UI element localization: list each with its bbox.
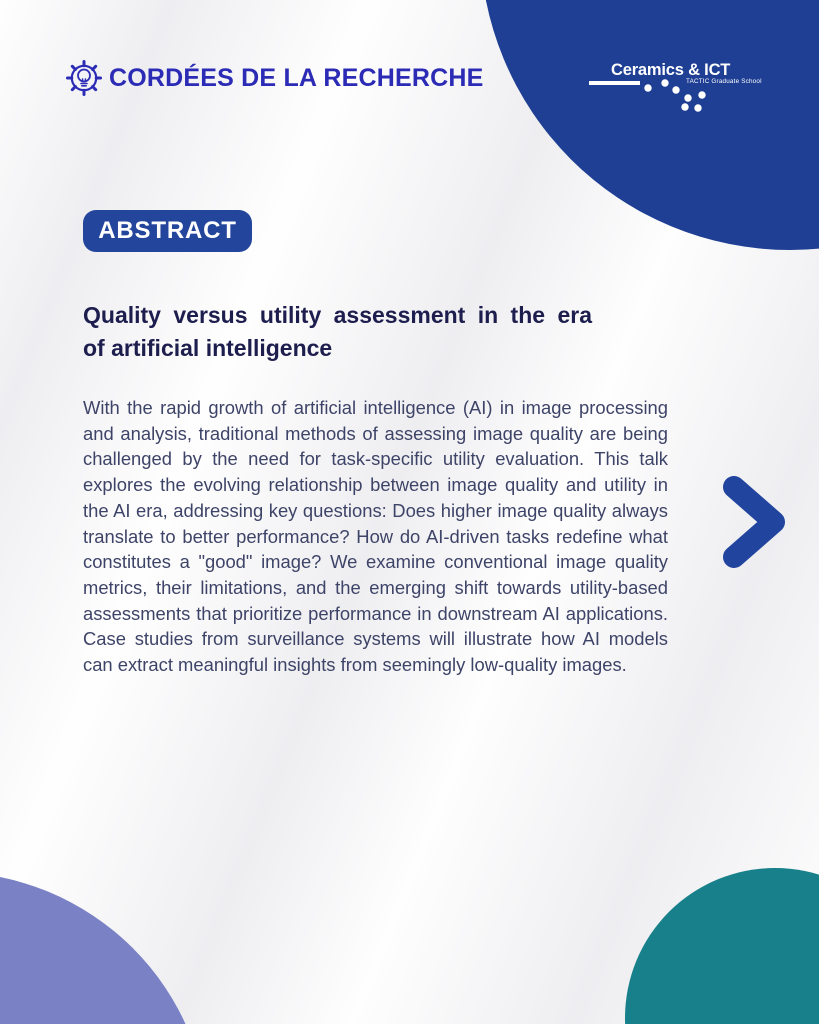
bottom-left-circle-decoration	[0, 872, 209, 1024]
brand-title: CORDÉES DE LA RECHERCHE	[109, 63, 484, 92]
abstract-body: With the rapid growth of artificial intelligence (AI) in image processing and analysis, traditional methods of assessing image quality are being challenged by the need for task-specific utility evaluation. This talk explores the evolving relationship between image quality and utility in the AI era, addressing key questions: Does higher image quality always translate to better performance? How do AI-driven tasks redefine what constitutes a "good" image? We examine conventional image quality metrics, their limitations, and the emerging shift towards utility-based assessments that prioritize performance in downstream AI applications. Case studies from surveillance systems will illustrate how AI models can extract meaningful insights from seemingly low-quality images.	[83, 397, 668, 676]
abstract-title	[83, 299, 592, 365]
abstract-title-line2: of artificial intelligence	[83, 335, 333, 361]
gear-lightbulb-icon	[64, 58, 104, 98]
dots-staircase-pattern-icon	[642, 77, 708, 118]
logo-subtitle: TACTIC Graduate School	[686, 78, 762, 85]
top-right-circle-decoration	[480, 0, 819, 250]
logo-title: Ceramics & ICT	[611, 61, 731, 79]
abstract-badge	[83, 210, 252, 252]
logo-underline-bar	[589, 81, 640, 85]
abstract-title-line1: Quality versus utility assessment in the era	[83, 302, 592, 328]
header	[64, 58, 484, 98]
chevron-right-icon[interactable]	[722, 476, 788, 573]
bottom-right-circle-decoration	[625, 868, 819, 1024]
abstract-badge-label: ABSTRACT	[98, 217, 237, 244]
